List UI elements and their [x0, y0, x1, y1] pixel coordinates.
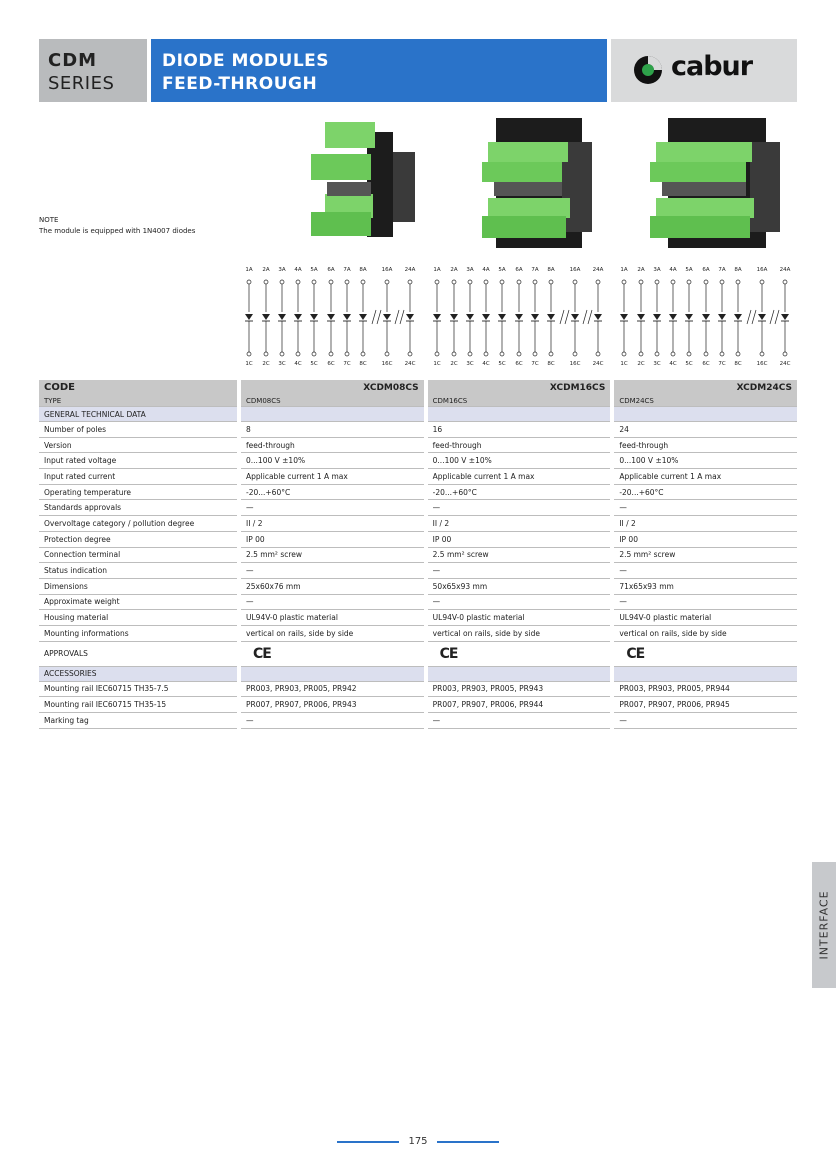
code-cell: XCDM08CS: [241, 380, 424, 395]
page-number: 175: [400, 1136, 436, 1147]
table-row: [39, 595, 797, 611]
terminal-label-top: 5A: [685, 267, 693, 273]
row-value: UL94V-0 plastic material: [428, 610, 611, 626]
table-row: [39, 548, 797, 564]
terminal-label-bottom: 1C: [620, 361, 628, 367]
terminal-label-top: 6A: [515, 267, 523, 273]
row-label: Dimensions: [39, 579, 237, 595]
terminal-label-bottom: 6C: [702, 361, 710, 367]
terminal-label-bottom: 24C: [779, 361, 791, 367]
row-value: Applicable current 1 A max: [428, 469, 611, 485]
row-value: —: [241, 713, 424, 729]
note-text: The module is equipped with 1N4007 diodes: [39, 227, 196, 235]
section-label: ACCESSORIES: [39, 667, 237, 682]
row-value: —: [241, 563, 424, 579]
ce-mark-icon: CE: [439, 645, 458, 662]
row-label: Mounting rail IEC60715 TH35-15: [39, 697, 237, 713]
terminal-label-top: 24A: [779, 267, 791, 273]
terminal-label-top: 4A: [482, 267, 490, 273]
approval-cell: [614, 642, 797, 667]
row-value: -20...+60°C: [241, 485, 424, 501]
row-value: PR007, PR907, PR006, PR943: [241, 697, 424, 713]
terminal-label-bottom: 24C: [592, 361, 604, 367]
terminal-label-top: 5A: [310, 267, 318, 273]
table-row: [39, 563, 797, 579]
terminal-label-bottom: 8C: [359, 361, 367, 367]
row-value: 25x60x76 mm: [241, 579, 424, 595]
spec-table: [39, 380, 797, 729]
row-label: Overvoltage category / pollution degree: [39, 516, 237, 532]
terminal-label-bottom: 1C: [433, 361, 441, 367]
terminal-label-top: 2A: [262, 267, 270, 273]
terminal-label-top: 8A: [734, 267, 742, 273]
logo-mark-icon: [631, 53, 665, 87]
code-cell: XCDM16CS: [428, 380, 611, 395]
table-row: [39, 453, 797, 469]
table-row: [39, 713, 797, 729]
terminal-label-top: 5A: [498, 267, 506, 273]
table-row: [39, 500, 797, 516]
terminal-label-bottom: 5C: [498, 361, 506, 367]
terminal-label-top: 2A: [450, 267, 458, 273]
table-row: [39, 469, 797, 485]
code-label: CODE: [39, 380, 237, 395]
terminal-label-top: 2A: [637, 267, 645, 273]
row-value: feed-through: [614, 438, 797, 454]
terminal-label-top: 24A: [592, 267, 604, 273]
row-value: 2.5 mm² screw: [614, 548, 797, 564]
terminal-label-top: 7A: [531, 267, 539, 273]
terminal-label-top: 1A: [433, 267, 441, 273]
terminal-label-top: 16A: [381, 267, 393, 273]
logo-wordmark: cabur: [671, 51, 753, 82]
row-value: Applicable current 1 A max: [614, 469, 797, 485]
row-value: PR003, PR903, PR005, PR942: [241, 682, 424, 698]
product-photo-cdm24: [646, 112, 786, 252]
table-row: [39, 438, 797, 454]
row-value: 0...100 V ±10%: [241, 453, 424, 469]
section-side-tab[interactable]: [812, 862, 836, 988]
row-label: Approximate weight: [39, 595, 237, 611]
terminal-label-top: 1A: [620, 267, 628, 273]
row-value: —: [241, 595, 424, 611]
row-value: —: [428, 713, 611, 729]
row-value: IP 00: [614, 532, 797, 548]
row-value: 2.5 mm² screw: [241, 548, 424, 564]
row-value: UL94V-0 plastic material: [241, 610, 424, 626]
row-label: Protection degree: [39, 532, 237, 548]
row-value: PR007, PR907, PR006, PR945: [614, 697, 797, 713]
terminal-label-bottom: 2C: [450, 361, 458, 367]
row-value: Applicable current 1 A max: [241, 469, 424, 485]
terminal-label-bottom: 2C: [262, 361, 270, 367]
product-photo-cdm08: [305, 112, 423, 252]
footer-line-left: [337, 1141, 399, 1143]
row-value: UL94V-0 plastic material: [614, 610, 797, 626]
note-label: NOTE: [39, 216, 59, 224]
row-value: 2.5 mm² screw: [428, 548, 611, 564]
approval-cell: [241, 642, 424, 667]
terminal-label-top: 24A: [404, 267, 416, 273]
terminal-label-bottom: 2C: [637, 361, 645, 367]
terminal-label-bottom: 16C: [381, 361, 393, 367]
terminal-label-top: 7A: [718, 267, 726, 273]
table-row: [39, 516, 797, 532]
terminal-label-top: 6A: [702, 267, 710, 273]
terminal-label-top: 3A: [466, 267, 474, 273]
terminal-label-top: 6A: [327, 267, 335, 273]
row-label: Marking tag: [39, 713, 237, 729]
terminal-label-top: 3A: [653, 267, 661, 273]
row-value: 0...100 V ±10%: [614, 453, 797, 469]
side-tab-label: INTERFACE: [817, 890, 831, 960]
page-title-line2: FEED-THROUGH: [162, 74, 318, 94]
terminal-label-bottom: 7C: [531, 361, 539, 367]
row-value: —: [614, 713, 797, 729]
row-label: Input rated current: [39, 469, 237, 485]
terminal-label-bottom: 3C: [653, 361, 661, 367]
schematic-diagram: [428, 262, 608, 374]
section-label: GENERAL TECHNICAL DATA: [39, 407, 237, 422]
terminal-label-bottom: 3C: [278, 361, 286, 367]
table-row: [39, 579, 797, 595]
row-label: Standards approvals: [39, 500, 237, 516]
series-block: [39, 39, 147, 102]
table-row: [39, 682, 797, 698]
brand-logo: [611, 39, 797, 102]
row-label: Input rated voltage: [39, 453, 237, 469]
terminal-label-bottom: 16C: [756, 361, 768, 367]
row-value: 71x65x93 mm: [614, 579, 797, 595]
terminal-label-bottom: 16C: [569, 361, 581, 367]
section-row: [39, 667, 797, 682]
row-value: —: [428, 563, 611, 579]
row-value: 50x65x93 mm: [428, 579, 611, 595]
row-value: 24: [614, 422, 797, 438]
table-row: [39, 626, 797, 642]
table-row: [39, 697, 797, 713]
type-cell: CDM08CS: [241, 395, 424, 407]
row-value: feed-through: [428, 438, 611, 454]
terminal-label-bottom: 6C: [327, 361, 335, 367]
row-value: 0...100 V ±10%: [428, 453, 611, 469]
terminal-label-top: 4A: [669, 267, 677, 273]
series-word: SERIES: [48, 73, 115, 94]
type-label: TYPE: [39, 395, 237, 407]
row-value: 16: [428, 422, 611, 438]
row-value: —: [614, 500, 797, 516]
terminal-label-bottom: 8C: [547, 361, 555, 367]
terminal-label-bottom: 24C: [404, 361, 416, 367]
row-value: II / 2: [614, 516, 797, 532]
row-label: Mounting rail IEC60715 TH35-7.5: [39, 682, 237, 698]
row-value: 8: [241, 422, 424, 438]
table-row: [39, 422, 797, 438]
row-label: Connection terminal: [39, 548, 237, 564]
table-row: [39, 485, 797, 501]
terminal-label-top: 4A: [294, 267, 302, 273]
table-row: [39, 610, 797, 626]
row-value: vertical on rails, side by side: [428, 626, 611, 642]
note-block: [39, 215, 195, 237]
terminal-label-bottom: 6C: [515, 361, 523, 367]
row-value: IP 00: [241, 532, 424, 548]
terminal-label-bottom: 5C: [685, 361, 693, 367]
terminal-label-bottom: 7C: [718, 361, 726, 367]
type-cell: CDM24CS: [614, 395, 797, 407]
schematic-diagram: [615, 262, 795, 374]
table-row: [39, 532, 797, 548]
row-value: vertical on rails, side by side: [241, 626, 424, 642]
page-title-line1: DIODE MODULES: [162, 51, 330, 71]
approval-cell: [428, 642, 611, 667]
terminal-label-bottom: 4C: [669, 361, 677, 367]
row-value: —: [614, 563, 797, 579]
terminal-label-top: 16A: [569, 267, 581, 273]
series-code: CDM: [48, 50, 98, 71]
row-value: -20...+60°C: [428, 485, 611, 501]
terminal-label-bottom: 1C: [245, 361, 253, 367]
row-label: Number of poles: [39, 422, 237, 438]
section-row: [39, 407, 797, 422]
terminal-label-top: 16A: [756, 267, 768, 273]
footer-line-right: [437, 1141, 499, 1143]
row-value: IP 00: [428, 532, 611, 548]
terminal-label-top: 8A: [547, 267, 555, 273]
row-value: PR007, PR907, PR006, PR944: [428, 697, 611, 713]
terminal-label-bottom: 4C: [482, 361, 490, 367]
schematic-diagram: [240, 262, 420, 374]
terminal-label-top: 3A: [278, 267, 286, 273]
row-value: —: [241, 500, 424, 516]
terminal-label-bottom: 5C: [310, 361, 318, 367]
ce-mark-icon: CE: [626, 645, 645, 662]
type-cell: CDM16CS: [428, 395, 611, 407]
row-value: feed-through: [241, 438, 424, 454]
row-value: -20...+60°C: [614, 485, 797, 501]
terminal-label-top: 8A: [359, 267, 367, 273]
terminal-label-top: 1A: [245, 267, 253, 273]
terminal-label-bottom: 7C: [343, 361, 351, 367]
row-value: II / 2: [241, 516, 424, 532]
row-label: Operating temperature: [39, 485, 237, 501]
terminal-label-bottom: 3C: [466, 361, 474, 367]
row-label: Version: [39, 438, 237, 454]
title-block: [151, 39, 607, 102]
row-label: Status indication: [39, 563, 237, 579]
row-value: II / 2: [428, 516, 611, 532]
terminal-label-bottom: 8C: [734, 361, 742, 367]
row-value: —: [614, 595, 797, 611]
row-value: vertical on rails, side by side: [614, 626, 797, 642]
approvals-label: APPROVALS: [39, 642, 237, 667]
row-value: —: [428, 500, 611, 516]
ce-mark-icon: CE: [253, 645, 271, 662]
code-cell: XCDM24CS: [614, 380, 797, 395]
row-value: PR003, PR903, PR005, PR944: [614, 682, 797, 698]
row-value: PR003, PR903, PR005, PR943: [428, 682, 611, 698]
row-label: Mounting informations: [39, 626, 237, 642]
terminal-label-bottom: 4C: [294, 361, 302, 367]
terminal-label-top: 7A: [343, 267, 351, 273]
row-label: Housing material: [39, 610, 237, 626]
product-photo-cdm16: [478, 112, 600, 252]
code-row: [39, 380, 797, 395]
type-row: [39, 395, 797, 407]
approvals-row: [39, 642, 797, 667]
row-value: —: [428, 595, 611, 611]
